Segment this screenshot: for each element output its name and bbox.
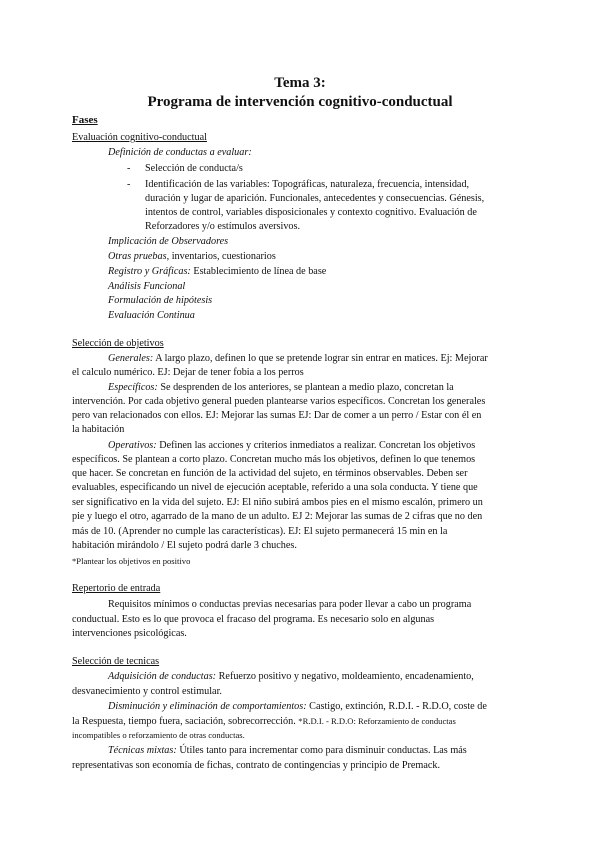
sel-especificos-line1: Específicos: Se desprenden de los anteriores, se plantean a medio plazo, concretan la [108,382,454,393]
sel-operativos-line3: que hacer. Se concretan en función de la actividad del sujeto, en términos observables. Deben ser [72,468,468,479]
eval-bullet-1: Selección de conducta/s [145,163,243,174]
rep-line2: conductual. Esto es lo que provoca el fracaso del programa. Es necesario solo en algunas [72,614,435,625]
eval-otras-pruebas: Otras pruebas, inventarios, cuestionarios [108,251,276,262]
bullet-dash: - [127,179,131,190]
tec-mixtas-line1: Técnicas mixtas: Útiles tanto para incrementar como para disminuir conductas. Las más [108,745,467,756]
eval-hipotesis: Formulación de hipótesis [108,295,213,306]
rep-heading: Repertorio de entrada [72,583,161,594]
tec-heading: Selección de tecnicas [72,656,160,667]
eval-bullet-2-line1: Identificación de las variables: Topográficas, naturaleza, frecuencia, intensidad, [145,179,470,190]
sel-operativos-line1: Operativos: Definen las acciones y criterios inmediatos a realizar. Concretan los objetivos [108,440,476,451]
eval-analisis: Análisis Funcional [108,281,186,292]
document-title-line1: Tema 3: [274,75,326,91]
tec-disminucion-line1: Disminución y eliminación de comportamientos: Castigo, extinción, R.D.I. - R.D.O, coste de [108,701,487,712]
tec-adquisicion-line1: Adquisición de conductas: Refuerzo positivo y negativo, moldeamiento, encadenamiento, [108,671,474,682]
sel-generales-line1: Generales: A largo plazo, definen lo que se pretende lograr sin entrar en matices. Ej: Mejorar [108,353,488,364]
eval-bullet-2-line2: duración y lugar de aparición. Funcionales, antecedentes y consecuencias. Génesis, [145,193,485,204]
document-title-line2: Programa de intervención cognitivo-conductual [147,94,453,110]
eval-observadores: Implicación de Observadores [108,236,229,247]
rep-line3: intervenciones psicológicas. [72,628,187,639]
tec-disminucion-line2: la Respuesta, tiempo fuera, saciación, sobrecorrección. *R.D.I. - R.D.O: Reforzamiento de conductas [72,716,456,727]
sel-generales-line2: el calculo numérico. EJ: Dejar de tener fobia a los perros [72,367,304,378]
sel-especificos-line2: intervención. Por cada objetivo general pueden plantearse varios específicos. Concretan los generales [72,396,486,407]
tec-disminucion-line3: incompatibles o reforzamiento de otras conductas. [72,730,245,740]
sel-operativos-line2: específicos. Se plantean a corto plazo. Concretan mucho más los objetivos, definen lo que tenemos [72,454,476,465]
fases-heading: Fases [72,114,98,126]
tec-adquisicion-line2: desvanecimiento y control estimular. [72,686,222,697]
bullet-dash: - [127,163,131,174]
sel-especificos-line4: la habitación [72,424,125,435]
sel-operativos-line8: habitación mirándolo / El sujeto podrá darle 3 chuches. [72,540,297,551]
sel-heading: Selección de objetivos [72,338,164,349]
eval-continua: Evaluación Continua [108,310,195,321]
sel-operativos-line7: más de 10. (Aprender no cumple las características). EJ: El sujeto permanecerá 15 min en la [72,526,448,537]
sel-operativos-line4: evaluables, especificando un nivel de ejecución aceptable, referido a una sola conducta. Y tiene que [72,482,478,493]
sel-especificos-line3: pero van relacionados con ellos. EJ: Mejorar las sumas EJ: Dar de comer a un perro / Estar con él en [72,410,482,421]
sel-operativos-line5: ser significativo en la vida del sujeto. EJ: El niño subirá ambos pies en el mismo escalón, primero un [72,497,483,508]
sel-note: *Plantear los objetivos en positivo [72,556,191,566]
eval-bullet-2-line3: intentos de control, variables disposicionales y contexto cognitivo. Evaluación de [145,207,477,218]
eval-registro: Registro y Gráficas: Establecimiento de línea de base [108,266,327,277]
sel-operativos-line6: pie y luego el otro, agarrado de la mano de un adulto. EJ 2: Mejorar las sumas de 2 cifras que no den [72,511,483,522]
eval-definition: Definición de conductas a evaluar: [108,147,252,158]
eval-bullet-2-line4: Reforzadores y/o estímulos aversivos. [145,221,301,232]
eval-heading: Evaluación cognitivo-conductual [72,132,207,143]
rep-line1: Requisitos mínimos o conductas previas necesarias para poder llevar a cabo un programa [108,599,472,610]
tec-mixtas-line2: representativas son economía de fichas, contrato de contingencias y principio de Premack. [72,760,441,771]
